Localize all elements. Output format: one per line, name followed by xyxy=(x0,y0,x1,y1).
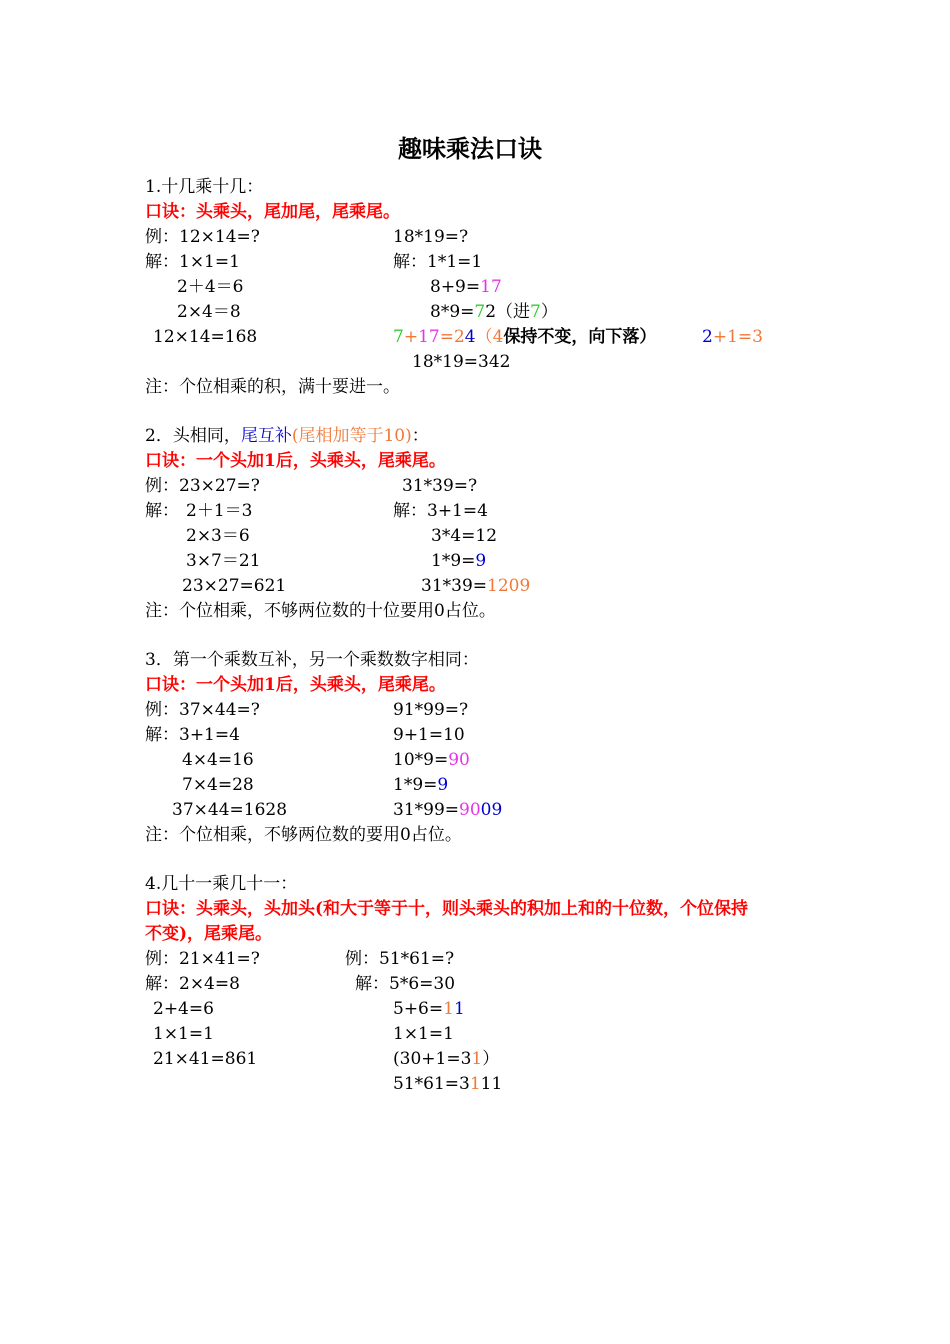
s1-head-sum: 2+1=3 xyxy=(702,327,763,347)
s3-right-line-1: 9+1=10 xyxy=(393,725,465,745)
s3-left-line-3: 7×4=28 xyxy=(182,775,254,795)
s2-solution-label: 解： xyxy=(145,501,179,521)
s4-right-line-4: (30+1=31） xyxy=(393,1049,500,1069)
section-4-heading: 4.几十一乘几十一： xyxy=(145,874,298,894)
s4-solution-left: 解：2×4=8 xyxy=(145,974,240,994)
s4-example-left: 例：21×41=? xyxy=(145,949,260,969)
section-2-rhyme: 口诀：一个头加1后，头乘头，尾乘尾。 xyxy=(145,451,446,471)
s1-note: 注：个位相乘的积，满十要进一。 xyxy=(145,377,400,397)
s2-example-right: 31*39=? xyxy=(402,476,478,496)
s3-right-line-3: 1*9=9 xyxy=(393,775,449,795)
s2-note: 注：个位相乘，不够两位数的十位要用0占位。 xyxy=(145,601,496,621)
s1-solution-left: 解：1×1=1 xyxy=(145,252,240,272)
s3-right-line-2: 10*9=90 xyxy=(393,750,470,770)
s4-solution-right: 解：5*6=30 xyxy=(355,974,456,994)
s2-right-line-3: 1*9=9 xyxy=(431,551,487,571)
s2-left-result: 23×27=621 xyxy=(182,576,287,596)
s1-right-line-2: 8+9=17 xyxy=(430,277,502,297)
section-3-rhyme: 口诀：一个头加1后，头乘头，尾乘尾。 xyxy=(145,675,446,695)
s4-example-right: 例：51*61=? xyxy=(345,949,455,969)
s4-right-line-3: 1×1=1 xyxy=(393,1024,454,1044)
s4-left-line-2: 2+4=6 xyxy=(153,999,214,1019)
section-4-rhyme-line-2: 不变)，尾乘尾。 xyxy=(145,924,273,944)
s3-left-result: 37×44=1628 xyxy=(172,800,288,820)
section-1-rhyme: 口诀：头乘头，尾加尾，尾乘尾。 xyxy=(145,202,400,222)
s4-right-line-2: 5+6=11 xyxy=(393,999,465,1019)
s3-note: 注：个位相乘，不够两位数的要用0占位。 xyxy=(145,825,462,845)
s3-left-line-2: 4×4=16 xyxy=(182,750,254,770)
s4-left-line-3: 1×1=1 xyxy=(153,1024,214,1044)
s1-example-right: 18*19=? xyxy=(393,227,469,247)
s4-right-result: 51*61=3111 xyxy=(393,1074,503,1094)
s1-carry-line: 7+17=24（4保持不变，向下落） xyxy=(393,327,657,347)
s2-right-result: 31*39=1209 xyxy=(421,576,531,596)
s3-example-right: 91*99=? xyxy=(393,700,469,720)
s1-example-left: 例：12×14=? xyxy=(145,227,260,247)
s2-solution-right: 解：3+1=4 xyxy=(393,501,488,521)
s1-left-line-3: 2×4＝8 xyxy=(177,302,241,322)
s1-solution-right: 解：1*1=1 xyxy=(393,252,483,272)
section-2-heading: 2．头相同，尾互补(尾相加等于10)： xyxy=(145,426,429,446)
page-title: 趣味乘法口诀 xyxy=(398,134,542,163)
s3-example-left: 例：37×44=? xyxy=(145,700,260,720)
s2-left-line-1: 2＋1＝3 xyxy=(186,501,253,521)
s1-left-line-2: 2＋4＝6 xyxy=(177,277,244,297)
s4-left-result: 21×41=861 xyxy=(153,1049,258,1069)
s1-left-result: 12×14=168 xyxy=(153,327,258,347)
section-1-heading: 1.十几乘十几： xyxy=(145,177,264,197)
s1-right-line-3: 8*9=72（进7） xyxy=(430,302,558,322)
section-4-rhyme-line-1: 口诀：头乘头，头加头(和大于等于十，则头乘头的积加上和的十位数，个位保持 xyxy=(145,899,749,919)
s1-right-result: 18*19=342 xyxy=(412,352,511,372)
s3-solution-left: 解：3+1=4 xyxy=(145,725,240,745)
section-3-heading: 3．第一个乘数互补，另一个乘数数字相同： xyxy=(145,650,479,670)
s2-left-line-3: 3×7＝21 xyxy=(186,551,261,571)
s2-right-line-2: 3*4=12 xyxy=(431,526,498,546)
s2-left-line-2: 2×3＝6 xyxy=(186,526,250,546)
s2-example-left: 例：23×27=? xyxy=(145,476,260,496)
s3-right-result: 31*99=9009 xyxy=(393,800,503,820)
